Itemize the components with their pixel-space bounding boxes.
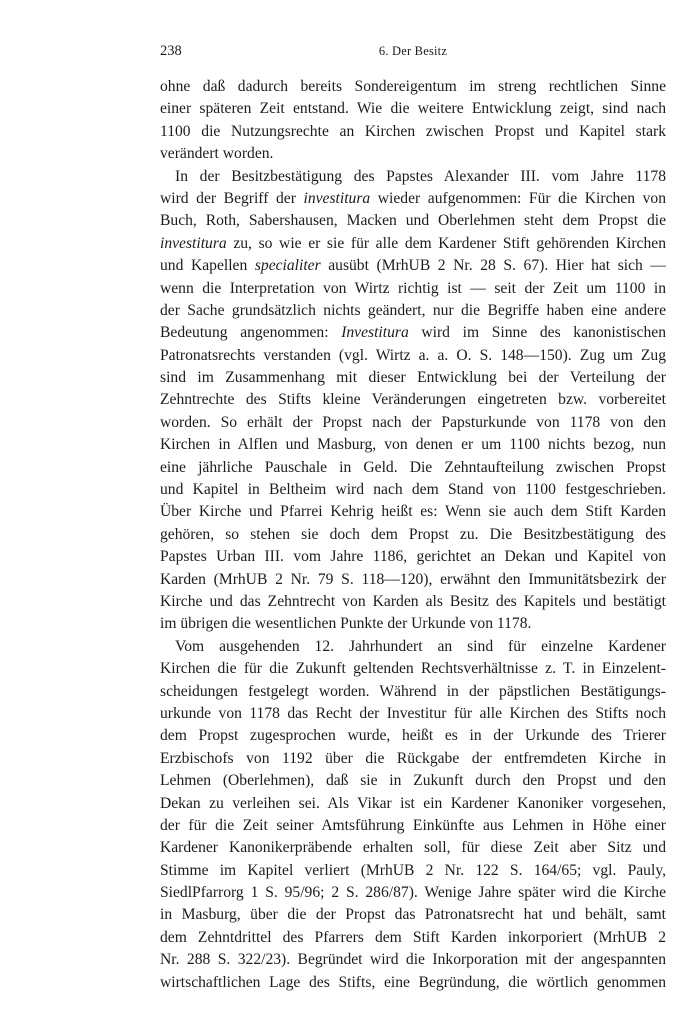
text-line: verändert worden.: [160, 145, 274, 163]
text-line: Kirche und das Zehntrecht von Karden als Besitz des Kapitels und bestätigt: [160, 592, 666, 610]
text-line: worden. So erhält der Propst nach der Papsturkunde von 1178 von den: [160, 413, 666, 431]
text-line: Stimme im Kapitel verliert (MrhUB 2 Nr. 122 S. 164/65; vgl. Pauly,: [160, 861, 666, 879]
text-line: und Kapitel in Beltheim wird nach dem Stand von 1100 festgeschrieben.: [160, 481, 666, 499]
text-line: und Kapellen specialiter ausübt (MrhUB 2 Nr. 28 S. 67). Hier hat sich —: [160, 257, 666, 275]
text-line: Dekan zu verleihen sei. Als Vikar ist ein Kardener Kanoniker vorgesehen,: [160, 794, 666, 812]
text-line: dem Propst zugesprochen wurde, heißt es in der Urkunde des Trierer: [160, 727, 666, 745]
text-line: gehören, so stehen sie doch dem Propst zu. Die Besitzbestätigung des: [160, 525, 666, 543]
text-line: Buch, Roth, Sabershausen, Macken und Oberlehmen steht dem Propst die: [160, 212, 666, 230]
text-line: ohne daß dadurch bereits Sondereigentum im streng rechtlichen Sinne: [160, 78, 666, 95]
running-header: [160, 43, 666, 63]
text-line: der für die Zeit seiner Amtsführung Einkünfte aus Lehmen in Höhe einer: [160, 816, 666, 834]
italic-term: Investitura: [341, 324, 409, 342]
text-line: SiedlPfarrorg 1 S. 95/96; 2 S. 286/87). Wenige Jahre später wird die Kirche: [160, 884, 666, 902]
text-line: wenn die Interpretation von Wirtz richtig ist — seit der Zeit um 1100 in: [160, 279, 666, 297]
text-line: im übrigen die wesentlichen Punkte der Urkunde von 1178.: [160, 615, 532, 633]
italic-term: specialiter: [254, 257, 321, 275]
text-line: wird der Begriff der investitura wieder aufgenommen: Für die Kirchen von: [160, 189, 666, 207]
text-line: einer späteren Zeit entstand. Wie die weitere Entwicklung zeigt, sind nach: [160, 100, 666, 118]
text-line: Erzbischofs von 1192 über die Rückgabe der entfremdeten Kirche in: [160, 749, 666, 767]
italic-term: investitura: [303, 189, 371, 207]
text-line: der Sache grundsätzlich nichts geändert, nur die Begriffe haben eine andere: [160, 301, 666, 319]
text-line: Kirchen in Alflen und Masburg, von denen er um 1100 nichts bezog, nun: [160, 436, 666, 454]
text-line: Papstes Urban III. vom Jahre 1186, gerichtet an Dekan und Kapitel von: [160, 548, 666, 566]
text-line: Lehmen (Oberlehmen), daß sie in Zukunft durch den Propst und den: [160, 772, 666, 790]
text-line: dem Zehntdrittel des Pfarrers dem Stift Karden inkorporiert (MrhUB 2: [160, 928, 666, 946]
page-number: 238: [160, 43, 182, 59]
text-line: Zehntrechte des Stifts kleine Veränderungen eingetreten bzw. vorbereitet: [160, 391, 666, 409]
text-line: Kardener Kanonikerpräbende erhalten soll, für diese Zeit aber Sitz und: [160, 839, 666, 857]
text-line: urkunde von 1178 das Recht der Investitur für alle Kirchen des Stifts noch: [160, 704, 666, 722]
text-line: Patronatsrechts verstanden (vgl. Wirtz a. a. O. S. 148—150). Zug um Zug: [160, 346, 666, 364]
text-line: sind im Zusammenhang mit dieser Entwicklung bei der Verteilung der: [160, 369, 666, 387]
text-line: Über Kirche und Pfarrei Kehrig heißt es: Wenn sie auch dem Stift Karden: [160, 503, 666, 521]
text-line: Karden (MrhUB 2 Nr. 79 S. 118—120), erwähnt den Immunitätsbezirk der: [160, 570, 666, 588]
text-line: scheidungen festgelegt worden. Während in der päpstlichen Bestätigungs-: [160, 682, 666, 700]
text-line: eine jährliche Pauschale in Geld. Die Zehntaufteilung zwischen Propst: [160, 458, 666, 476]
italic-term: investitura: [160, 234, 227, 252]
text-line: Kirchen die für die Zukunft geltenden Rechtsverhältnisse z. T. in Einzelent-: [160, 660, 666, 678]
chapter-title: 6. Der Besitz: [378, 44, 448, 58]
text-line: Nr. 288 S. 322/23). Begründet wird die Inkorporation mit der angespannten: [160, 951, 666, 969]
text-line: investitura zu, so wie er sie für alle dem Kardener Stift gehörenden Kirchen: [160, 234, 666, 252]
text-line: 1100 die Nutzungsrechte an Kirchen zwischen Propst und Kapitel stark: [160, 122, 666, 140]
text-line: wirtschaftlichen Lage des Stifts, eine Begründung, die wörtlich genommen: [160, 973, 666, 991]
text-line: in Masburg, über die der Propst das Patronatsrecht hat und behält, samt: [160, 906, 666, 924]
text-line: Bedeutung angenommen: Investitura wird im Sinne des kanonistischen: [160, 324, 666, 342]
text-line: In der Besitzbestätigung des Papstes Alexander III. vom Jahre 1178: [175, 167, 666, 185]
text-line: Vom ausgehenden 12. Jahrhundert an sind für einzelne Kardener: [175, 637, 666, 655]
body-text: [160, 76, 666, 994]
